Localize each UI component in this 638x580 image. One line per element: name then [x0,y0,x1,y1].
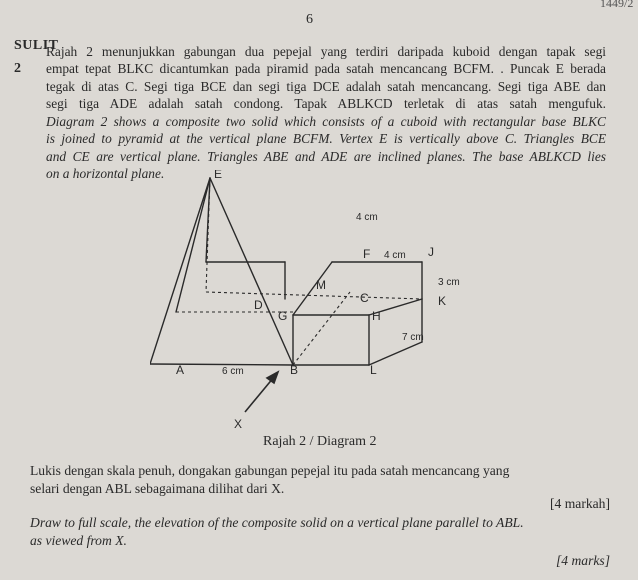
dim-FJ: 4 cm [384,250,406,261]
dim-EF: 4 cm [356,212,378,223]
edge-AB [150,364,293,365]
diagram-caption: Rajah 2 / Diagram 2 [263,434,377,449]
hidden-edge-CK [206,292,422,299]
edge-BE [210,178,293,365]
instruction-malay [30,462,610,497]
edge-FM [206,256,264,262]
page-number: 6 [306,12,313,27]
question-text-malay [46,43,606,113]
malay-line: Rajah 2 menunjukkan gabungan dua pepejal yang terdiri daripada kuboid dengan tapak segi [46,44,606,59]
english-line: Diagram 2 shows a composite two solid which consists of a cuboid with rectangular base BLKC [46,114,606,129]
label-A: A [176,363,185,377]
view-arrow-line [245,377,274,412]
dim-AB: 6 cm [222,366,244,377]
english-line: is joined to pyramid at the vertical plane BCFM. Vertex E is vertically above C. Triangles BCE [46,131,606,147]
label-E: E [214,170,223,181]
edge-AE [150,178,210,364]
composite-solid-diagram [150,170,490,430]
label-B: B [290,363,299,377]
header-sulit: SULIT [14,38,59,53]
label-G: G [278,309,288,323]
malay-line: empat tepat BLKC dicantumkan pada piramid pada satah mencancang BCFM. . Puncak E berada [46,61,606,77]
page-code: 1449/2 [600,0,634,10]
malay-line: segi tiga ADE adalah satah condong. Tapak ABLKCD terletak di atas satah mengufuk. [46,96,606,112]
label-F: F [363,247,371,261]
label-X: X [234,417,243,430]
label-M: M [316,278,326,292]
label-J: J [428,245,434,259]
edge-DE [176,178,210,312]
label-K: K [438,294,447,308]
view-arrow-head [267,372,278,383]
dim-HL: 7 cm [402,332,424,343]
instruction-malay-line: Lukis dengan skala penuh, dongakan gabungan pepejal itu pada satah mencancang yang [30,463,510,478]
marks-malay: [4 markah] [549,496,610,511]
marks-english: [4 marks] [555,553,610,568]
instruction-english [30,514,610,549]
edge-GF [293,262,332,315]
instruction-malay-line: selari dengan ABL sebagaimana dilihat dari X. [30,480,285,496]
label-L: L [370,363,377,377]
label-D: D [254,298,263,312]
instruction-english-line: as viewed from X. [30,532,127,548]
english-line: and CE are vertical plane. Triangles ABE and ADE are inclined planes. The base ABLKCD lies [46,148,606,164]
instruction-english-line: Draw to full scale, the elevation of the composite solid on a vertical plane parallel to ABL. [30,515,524,530]
edge-L-down [369,342,422,365]
dim-JK: 3 cm [438,277,460,288]
question-number: 2 [14,61,21,76]
label-C: C [360,291,369,305]
label-H: H [372,309,381,323]
english-line: on a horizontal plane. [46,166,165,182]
malay-line: tegak di atas C. Segi tiga BCE dan segi tiga DCE adalah satah mencancang. Segi tiga ABE dan [46,78,606,94]
